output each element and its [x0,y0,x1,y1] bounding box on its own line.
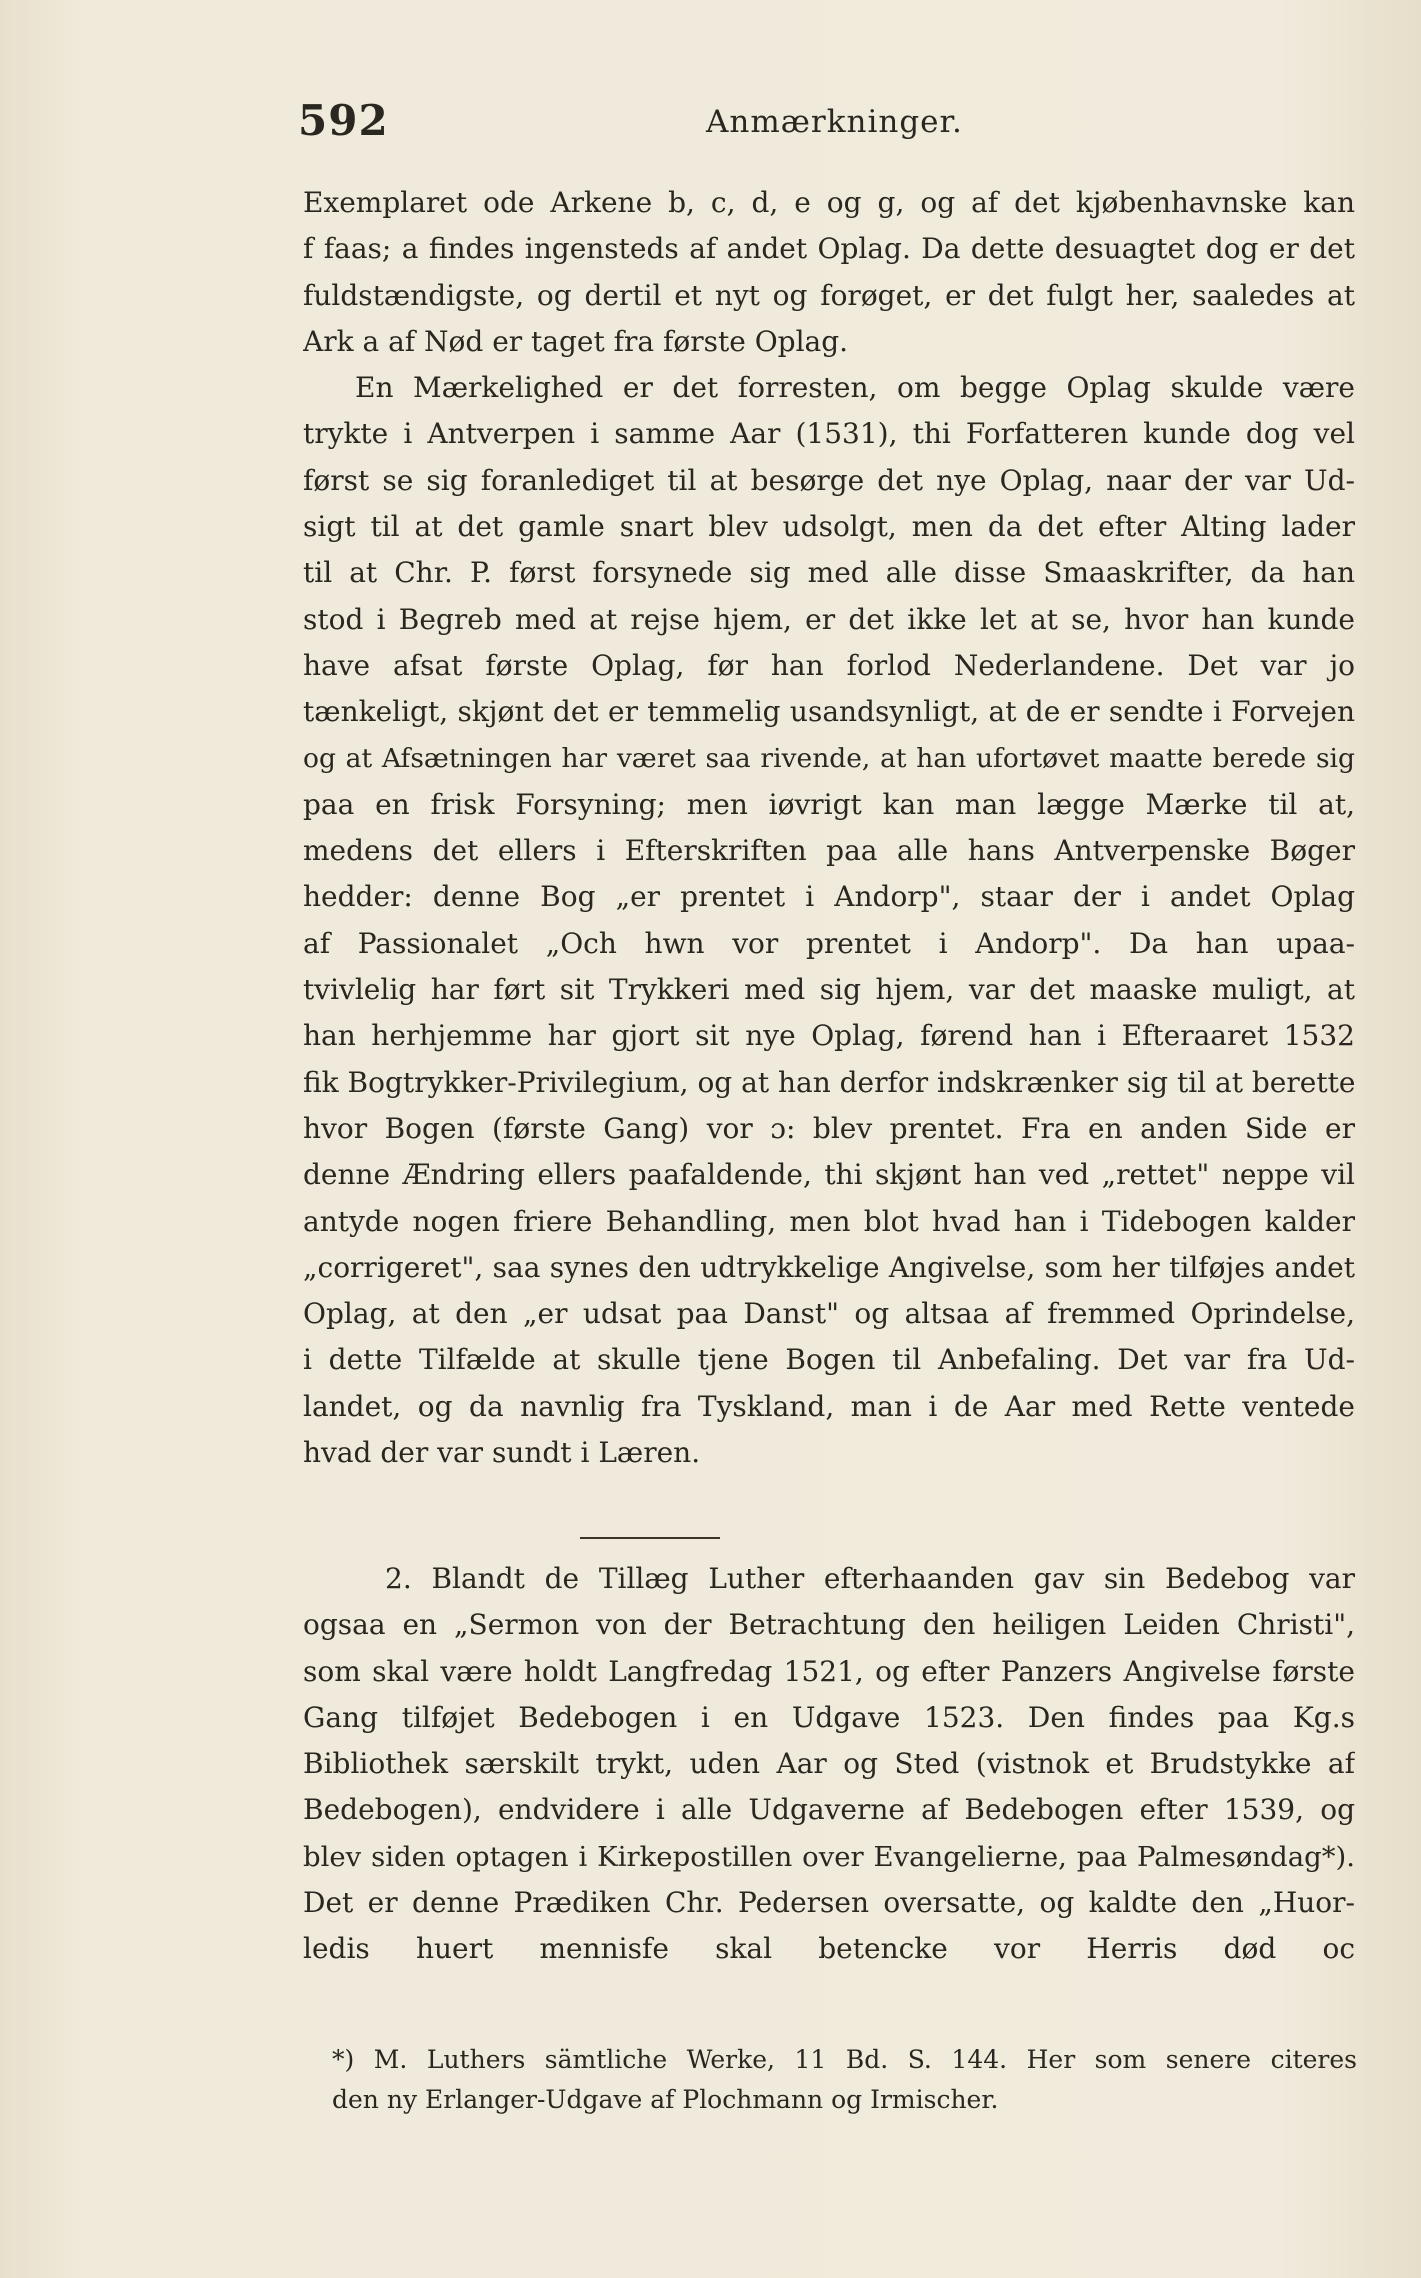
text-line: antyde nogen friere Behandling, men blot hvad han i Tidebogen kalder [303,1204,1355,1238]
text-line: fuldstændigste, og dertil et nyt og forøget, er det fulgt her, saaledes at [303,278,1355,312]
text-line: Gang tilføjet Bedebogen i en Udgave 1523. Den findes paa Kg.s [303,1700,1355,1734]
text-line: til at Chr. P. først forsynede sig med alle disse Smaaskrifter, da han [303,556,1355,590]
note-continuation [303,180,1355,1476]
text-line: stod i Begreb med at rejse hjem, er det ikke let at se, hvor han kunde [303,602,1355,636]
text-line: blev siden optagen i Kirkepostillen over Evangelierne, paa Palmesøndag*). [303,1840,1355,1873]
text-line: f faas; a findes ingensteds af andet Oplag. Da dette desuagtet dog er det [303,232,1355,266]
text-line: ogsaa en „Sermon von der Betrachtung den heiligen Leiden Christi", [303,1608,1355,1642]
text-line: som skal være holdt Langfredag 1521, og efter Panzers Angivelse første [303,1654,1355,1688]
text-line: og at Afsætningen har været saa rivende, at han ufortøvet maatte berede sig [303,742,1355,774]
text-line: Oplag, at den „er udsat paa Danst" og altsaa af fremmed Oprindelse, [303,1297,1355,1331]
text-line: hedder: denne Bog „er prentet i Andorp", staar der i andet Oplag [303,880,1355,914]
text-line: ledis huert mennisfe skal betencke vor Herris død oc [303,1932,1355,1966]
text-line: tvivlelig har ført sit Trykkeri med sig hjem, var det maaske muligt, at [303,973,1355,1007]
footnote-line: den ny Erlanger-Udgave af Plochmann og Irmischer. [332,2085,999,2114]
text-line: „corrigeret", saa synes den udtrykkelige Angivelse, som her tilføjes andet [303,1250,1355,1284]
text-line: hvor Bogen (første Gang) vor ɔ: blev prentet. Fra en anden Side er [303,1111,1355,1145]
footnote-line: *) M. Luthers sämtliche Werke, 11 Bd. S. 144. Her som senere citeres [332,2045,1357,2074]
section-divider [580,1537,720,1539]
text-line: sigt til at det gamle snart blev udsolgt, men da det efter Alting lader [303,510,1355,544]
text-line: medens det ellers i Efterskriften paa alle hans Antverpenske Bøger [303,834,1355,868]
text-line: Bedebogen), endvidere i alle Udgaverne af Bedebogen efter 1539, og [303,1793,1355,1827]
footnote [332,2040,1357,2120]
text-line: i dette Tilfælde at skulle tjene Bogen til Anbefaling. Det var fra Ud- [303,1343,1355,1377]
text-line: tænkeligt, skjønt det er temmelig usandsynligt, at de er sendte i Forvejen [303,695,1355,729]
page-number: 592 [298,96,389,145]
text-line: Exemplaret ode Arkene b, c, d, e og g, og af det kjøbenhavnske kan [303,186,1355,219]
text-line: have afsat første Oplag, før han forlod Nederlandene. Det var jo [303,648,1355,682]
text-line: denne Ændring ellers paafaldende, thi skjønt han ved „rettet" neppe vil [303,1158,1355,1192]
text-line: paa en frisk Forsyning; men iøvrigt kan man lægge Mærke til at, [303,787,1355,821]
text-line: 2. Blandt de Tillæg Luther efterhaanden gav sin Bedebog var [385,1562,1355,1595]
text-line: Det er denne Prædiken Chr. Pedersen oversatte, og kaldte den „Huor- [303,1886,1355,1920]
text-line: trykte i Antverpen i samme Aar (1531), thi Forfatteren kunde dog vel [303,417,1355,451]
running-title: Anmærkninger. [706,104,963,140]
text-line: hvad der var sundt i Læren. [303,1436,701,1470]
note-2 [303,1556,1355,1973]
running-head [298,96,1358,152]
text-line: En Mærkelighed er det forresten, om begge Oplag skulde være [355,371,1355,405]
text-line: af Passionalet „Och hwn vor prentet i Andorp". Da han upaa- [303,926,1355,960]
text-line: han herhjemme har gjort sit nye Oplag, førend han i Efteraaret 1532 [303,1019,1355,1053]
text-line: Bibliothek særskilt trykt, uden Aar og Sted (vistnok et Brudstykke af [303,1747,1355,1781]
text-line: Ark a af Nød er taget fra første Oplag. [303,324,849,358]
text-line: fik Bogtrykker-Privilegium, og at han derfor indskrænker sig til at berette [303,1065,1355,1099]
text-line: landet, og da navnlig fra Tyskland, man i de Aar med Rette ventede [303,1389,1355,1423]
text-line: først se sig foranlediget til at besørge det nye Oplag, naar der var Ud- [303,463,1355,497]
